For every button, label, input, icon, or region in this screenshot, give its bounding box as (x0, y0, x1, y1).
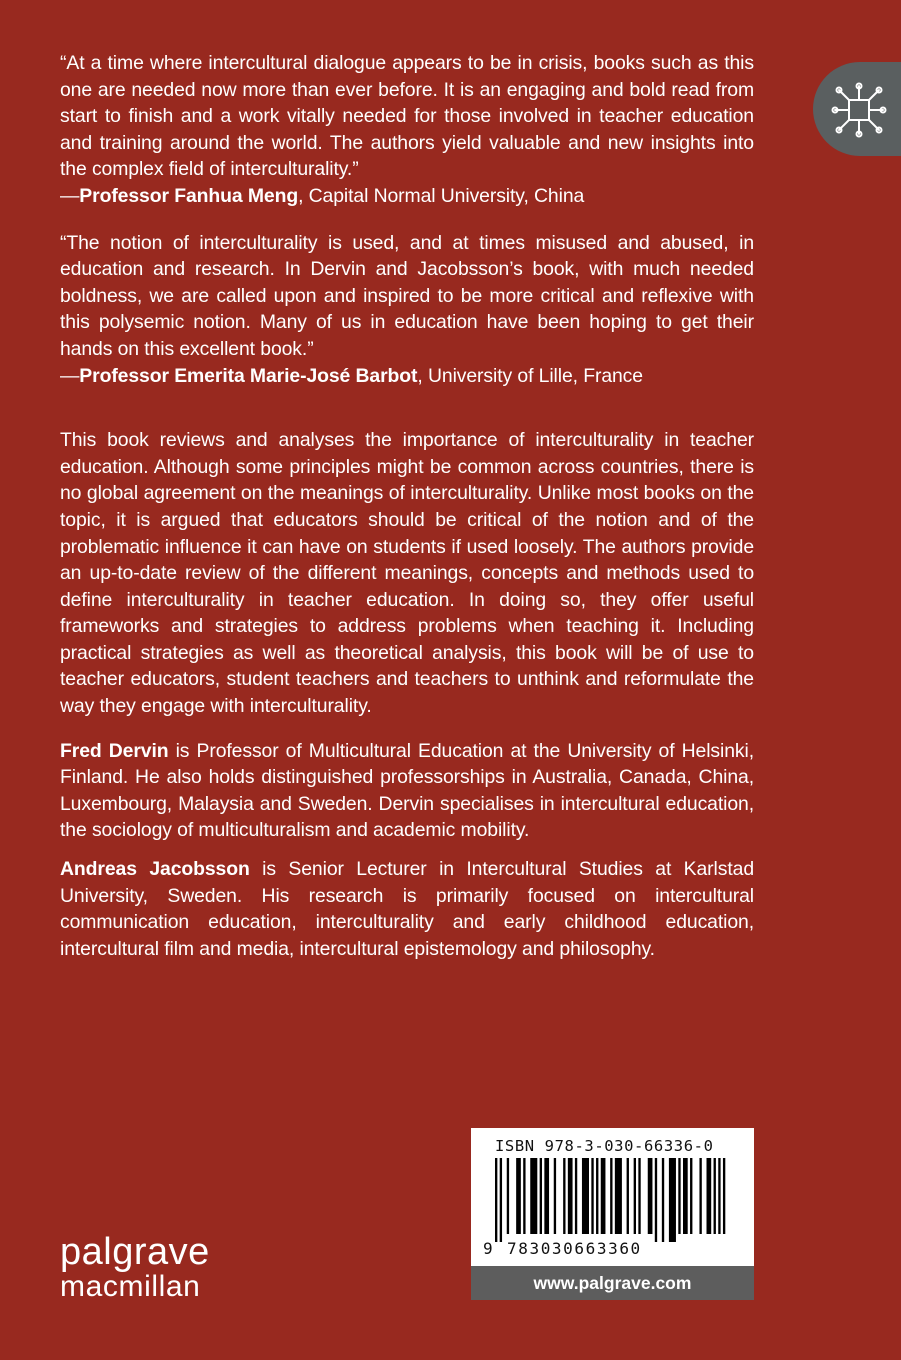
barcode-bar (544, 1158, 549, 1234)
author-bio-1 (60, 738, 754, 844)
barcode-bar (723, 1158, 725, 1234)
barcode-bar (554, 1158, 556, 1234)
barcode-bar (718, 1158, 720, 1234)
book-description: This book reviews and analyses the importance of interculturality in teacher education. Although some principles might be common across countries, there is no global agreement on the meanings of interculturality. Unlike most books on the topic, it is argued that educators should be critical of the notion and of the problematic influence it can have on students if used loosely. The authors provide an up-to-date review of the different meanings, concepts and methods used to define interculturality in teacher education. In doing so, they offer useful frameworks and strategies to address problems when teaching it. Including practical strategies as well as theoretical analysis, this book will be of use to teacher educators, student teachers and teachers to unthink and reformulate the way they engage with interculturality. (60, 429, 754, 718)
endorser-name: Professor Emerita Marie-José Barbot (79, 364, 418, 387)
barcode-bar (648, 1158, 653, 1234)
author-bio-text: is Senior Lecturer in Intercultural Studies at Karlstad University, Sweden. His research is primarily focused on intercultural communication education, interculturality and early childhood education, intercultural film and media, intercultural epistemology and philosophy. (60, 858, 754, 960)
isbn-barcode (471, 1128, 754, 1300)
author-name: Andreas Jacobsson (60, 858, 250, 881)
barcode-graphic (495, 1158, 730, 1242)
endorser-affiliation: , University of Lille, France (417, 364, 643, 387)
barcode-bar (516, 1158, 521, 1234)
barcode-bar (540, 1158, 542, 1234)
publisher-name-line2: macmillan (60, 1270, 201, 1303)
endorsement-1 (60, 50, 754, 210)
barcode-bar (610, 1158, 612, 1234)
author-bio-2 (60, 856, 754, 962)
barcode-bar (568, 1158, 573, 1234)
barcode-digit-first: 9 (483, 1239, 495, 1258)
endorsement-quote: “The notion of interculturality is used, and at times misused and abused, in education and research. In Dervin and Jacobsson’s book, with much needed boldness, we are called upon and inspired to be more critical and reflexive with this polysemic notion. Many of us in education have been hoping to get their hands on this excellent book.” (60, 231, 754, 360)
publisher-logo (60, 1233, 210, 1303)
barcode-bar (615, 1158, 622, 1234)
endorsement-attribution: —Professor Fanhua Meng, Capital Normal University, China (60, 184, 585, 207)
barcode-bar (627, 1158, 629, 1234)
barcode-bar (530, 1158, 537, 1234)
barcode-bar (690, 1158, 692, 1234)
barcode-bar (596, 1158, 598, 1234)
barcode-bar (638, 1158, 640, 1234)
endorsement-quote: “At a time where intercultural dialogue appears to be in crisis, books such as this one are needed now more than ever before. It is an engaging and bold read from start to finish and a work vitally needed for those involved in teacher education and training around the world. The authors yield valuable and new insights into the complex field of interculturality.” (60, 52, 754, 181)
author-name: Fred Dervin (60, 739, 169, 762)
barcode-bar (582, 1158, 589, 1234)
endorsement-attribution: —Professor Emerita Marie-José Barbot, University of Lille, France (60, 364, 643, 387)
barcode-bar (500, 1158, 502, 1242)
series-logo-badge (813, 62, 901, 156)
barcode-bar (507, 1158, 509, 1234)
barcode-bar (575, 1158, 577, 1234)
author-bio-text: is Professor of Multicultural Education at the University of Helsinki, Finland. He also holds distinguished professorships in Australia, Canada, China, Luxembourg, Malaysia and Sweden. Dervin specialises in intercultural education, the sociology of multiculturalism and academic mobility. (60, 739, 754, 842)
barcode-bar (669, 1158, 676, 1242)
barcode-bar (662, 1158, 664, 1242)
endorser-affiliation: , Capital Normal University, China (298, 184, 585, 207)
isbn-label: ISBN 978-3-030-66336-0 (495, 1137, 714, 1155)
publisher-name-line1: palgrave (60, 1231, 210, 1273)
barcode-bar (523, 1158, 525, 1234)
endorsement-2 (60, 230, 754, 390)
barcode-bar (563, 1158, 565, 1234)
barcode-bar (591, 1158, 593, 1234)
back-cover-text (60, 50, 754, 974)
barcode-bar (678, 1158, 680, 1234)
barcode-bar (707, 1158, 712, 1234)
barcode-digits: 783030663360 (507, 1239, 642, 1258)
publisher-url[interactable]: www.palgrave.com (471, 1266, 754, 1300)
endorser-name: Professor Fanhua Meng (79, 184, 299, 207)
barcode-bar (495, 1158, 497, 1242)
barcode-bar (634, 1158, 636, 1234)
barcode-bar (714, 1158, 716, 1234)
barcode-bar (655, 1158, 657, 1242)
barcode-bar (683, 1158, 688, 1234)
barcode-bar (699, 1158, 701, 1234)
barcode-bar (601, 1158, 606, 1234)
network-node-icon (831, 82, 887, 138)
